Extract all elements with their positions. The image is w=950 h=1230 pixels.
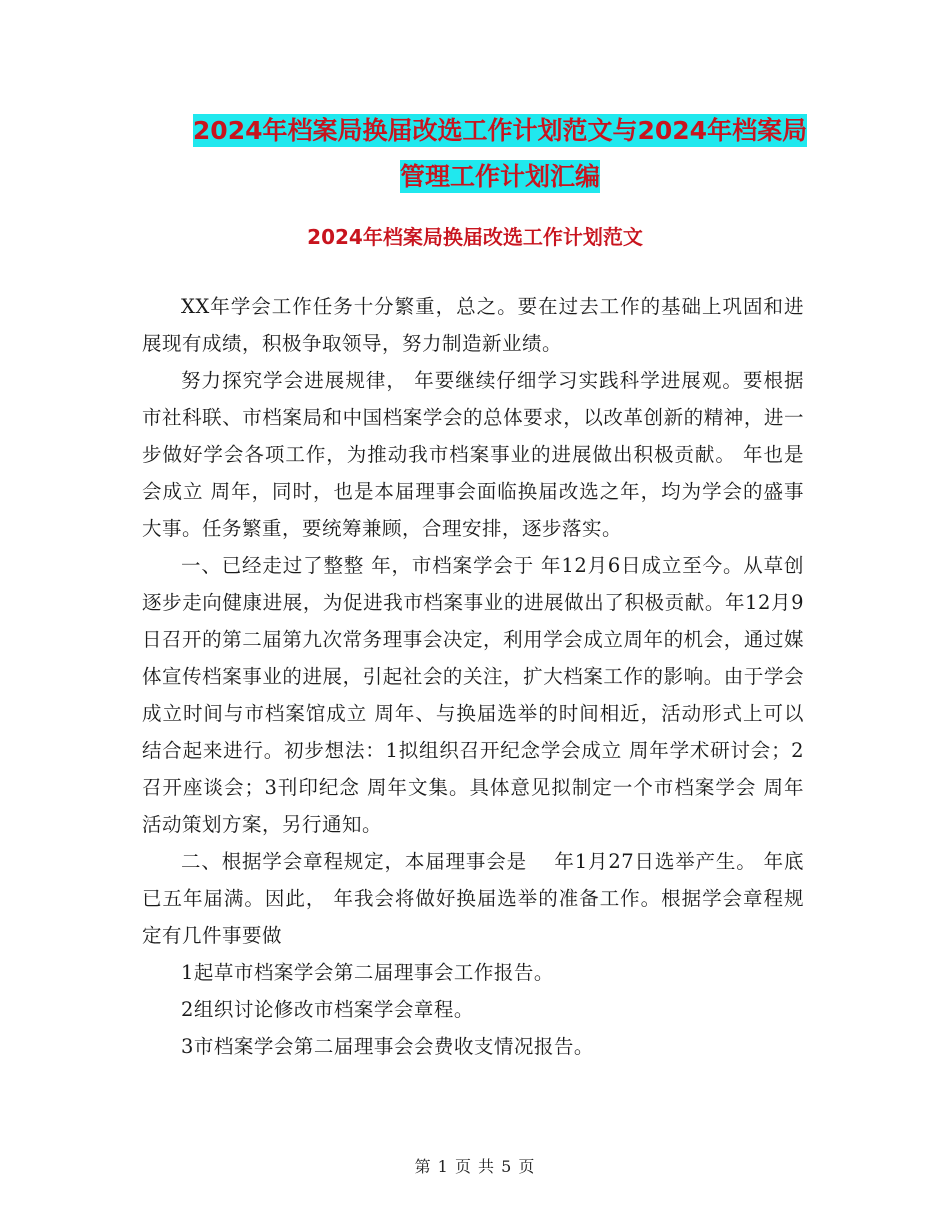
paragraph: XX年学会工作任务十分繁重，总之。要在过去工作的基础上巩固和进展现有成绩，积极争取领导，努力制造新业绩。 [142, 295, 804, 355]
list-item: 3市档案学会第二届理事会会费收支情况报告。 [181, 1035, 594, 1058]
title-line-1: 2024年档案局换届改选工作计划范文与2024年档案局 [192, 116, 808, 145]
paragraph: 努力探究学会进展规律， 年要继续仔细学习实践科学进展观。要根据市社科联、市档案局和中国档案学会的总体要求，以改革创新的精神，进一步做好学会各项工作，为推动我市档案事业的进展做出积极贡献。 年也是会成立 周年，同时，也是本届理事会面临换届改选之年，均为学会的盛事大事。任务繁重，要统筹兼顾，合理安排，逐步落实。 [142, 369, 804, 540]
section-title: 2024年档案局换届改选工作计划范文 [307, 225, 643, 249]
paragraph: 一、已经走过了整整 年，市档案学会于 年12月6日成立至今。从草创逐步走向健康进展，为促进我市档案事业的进展做出了积极贡献。年12月9日召开的第二届第九次常务理事会决定，利用学会成立周年的机会，通过媒体宣传档案事业的进展，引起社会的关注，扩大档案工作的影响。由于学会成立时间与市档案馆成立 周年、与换届选举的时间相近，活动形式上可以结合起来进行。初步想法：1拟组织召开纪念学会成立 周年学术研讨会；2召开座谈会；3刊印纪念 周年文集。具体意见拟制定一个市档案学会 周年活动策划方案，另行通知。 [142, 554, 804, 836]
paragraph: 二、根据学会章程规定，本届理事会是 年1月27日选举产生。 年底已五年届满。因此， 年我会将做好换届选举的准备工作。根据学会章程规定有几件事要做 [142, 850, 804, 947]
list-item: 2组织讨论修改市档案学会章程。 [181, 998, 474, 1021]
page-footer: 第 1 页 共 5 页 [414, 1157, 536, 1176]
list-item: 1起草市档案学会第二届理事会工作报告。 [181, 961, 554, 984]
document-title [120, 108, 880, 200]
title-line-2: 管理工作计划汇编 [399, 162, 600, 191]
document-body [142, 288, 804, 1065]
